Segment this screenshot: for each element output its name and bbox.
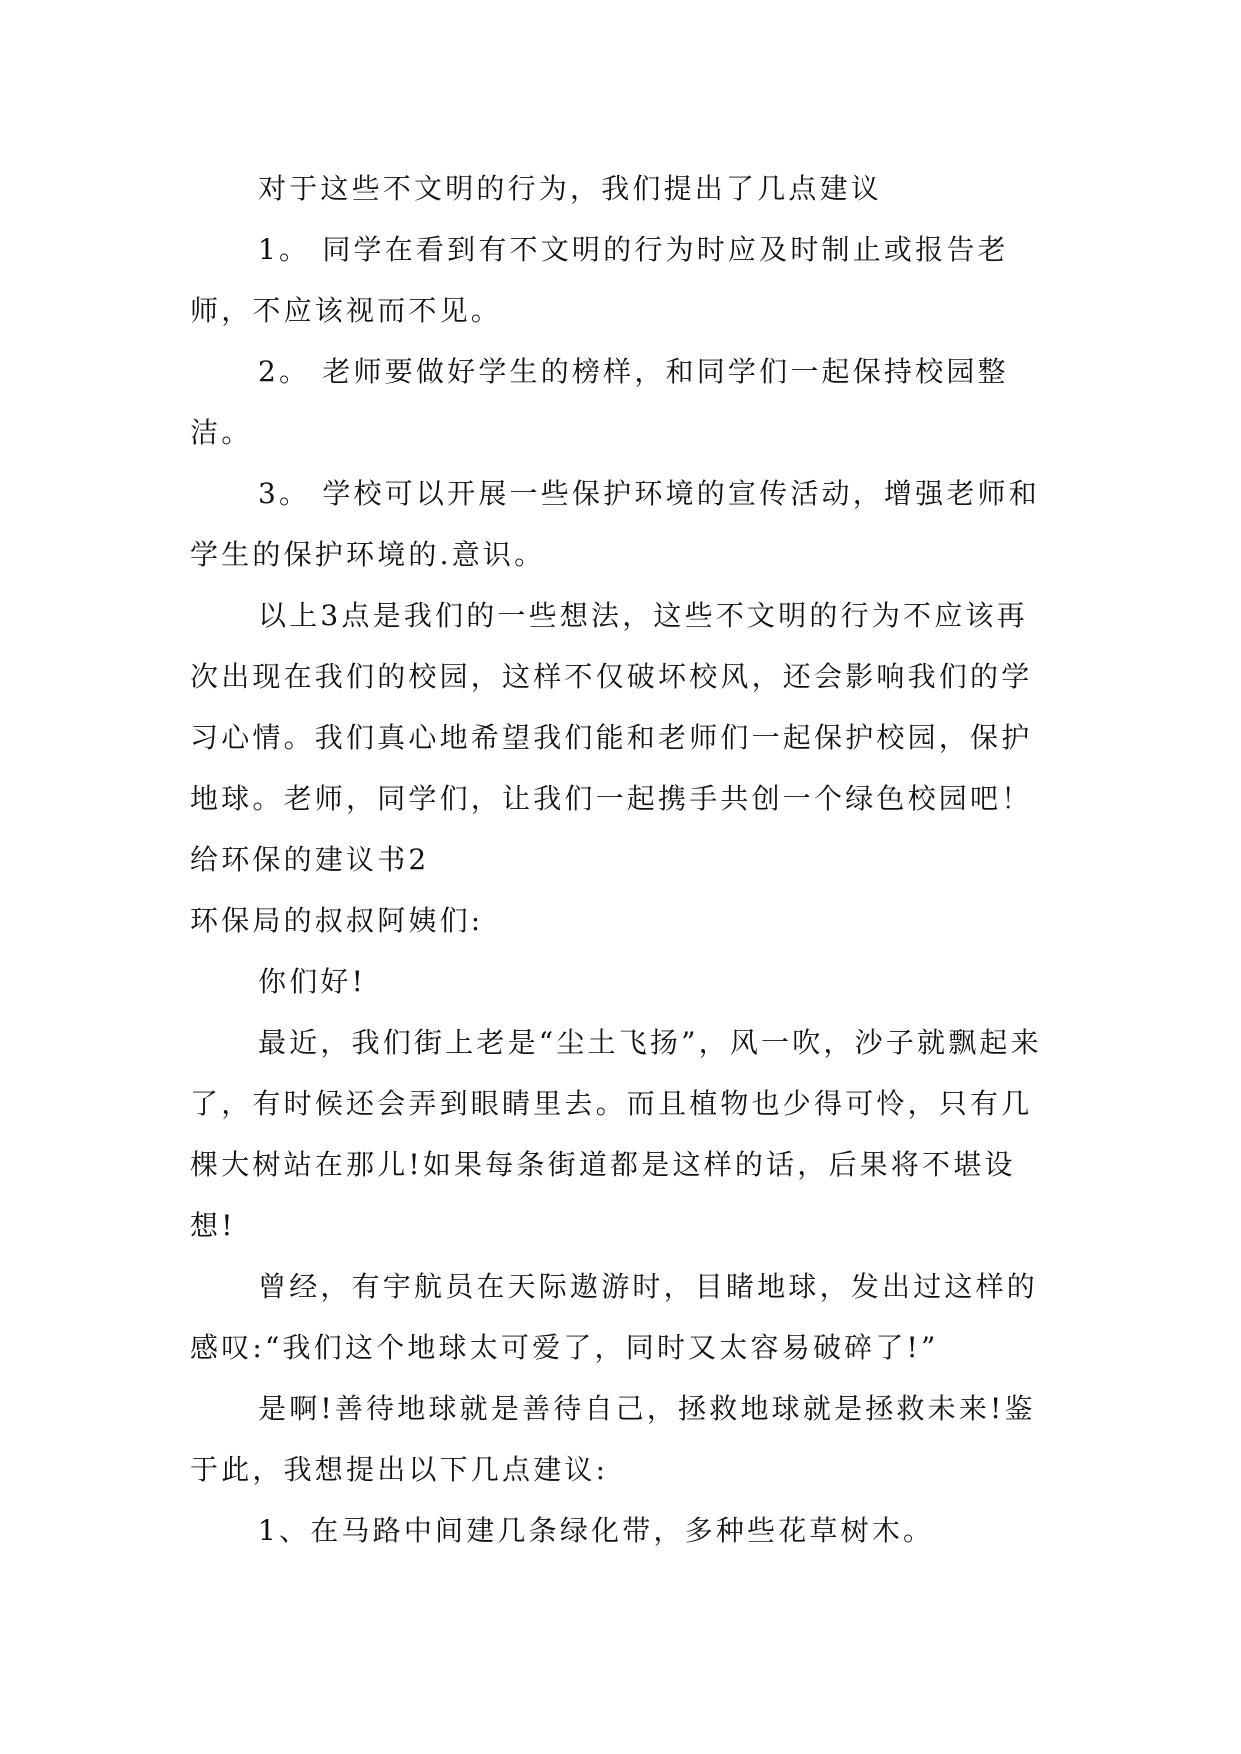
- section-title: 给环保的建议书2: [190, 843, 430, 876]
- paragraph-conclusion: 以上3点是我们的一些想法，这些不文明的行为不应该再次出现在我们的校园，这样不仅破坏校风，还会影响我们的学习心情。我们真心地希望我们能和老师们一起保护校园，保护地球。老师，同学们，让我们一起携手共创一个绿色校园吧！: [190, 599, 1033, 815]
- paragraph-suggestion-2: 2。 老师要做好学生的榜样，和同学们一起保持校园整洁。: [190, 355, 1009, 449]
- paragraph-suggestion-1: 1。 同学在看到有不文明的行为时应及时制止或报告老师，不应该视而不见。: [190, 233, 1009, 327]
- paragraph-suggestion-intro: 对于这些不文明的行为，我们提出了几点建议: [258, 172, 883, 205]
- paragraph-proposal-intro: 是啊!善待地球就是善待自己，拯救地球就是拯救未来!鉴于此，我想提出以下几点建议:: [190, 1392, 1036, 1486]
- document-body: [190, 158, 1052, 1561]
- paragraph-astronaut-quote: 曾经，有宇航员在天际遨游时，目睹地球，发出过这样的感叹:“我们这个地球太可爱了，同时又太容易破碎了!”: [190, 1270, 1039, 1364]
- letter-salutation: 环保局的叔叔阿姨们:: [190, 904, 484, 937]
- paragraph-suggestion-3: 3。 学校可以开展一些保护环境的宣传活动，增强老师和学生的保护环境的.意识。: [190, 477, 1040, 571]
- paragraph-street-dust: 最近，我们街上老是“尘土飞扬”，风一吹，沙子就飘起来了，有时候还会弄到眼睛里去。而且植物也少得可怜，只有几棵大树站在那儿!如果每条街道都是这样的话，后果将不堪设想!: [190, 1026, 1042, 1242]
- letter-greeting: 你们好!: [258, 965, 367, 998]
- paragraph-proposal-1: 1、在马路中间建几条绿化带，多种些花草树木。: [258, 1514, 935, 1547]
